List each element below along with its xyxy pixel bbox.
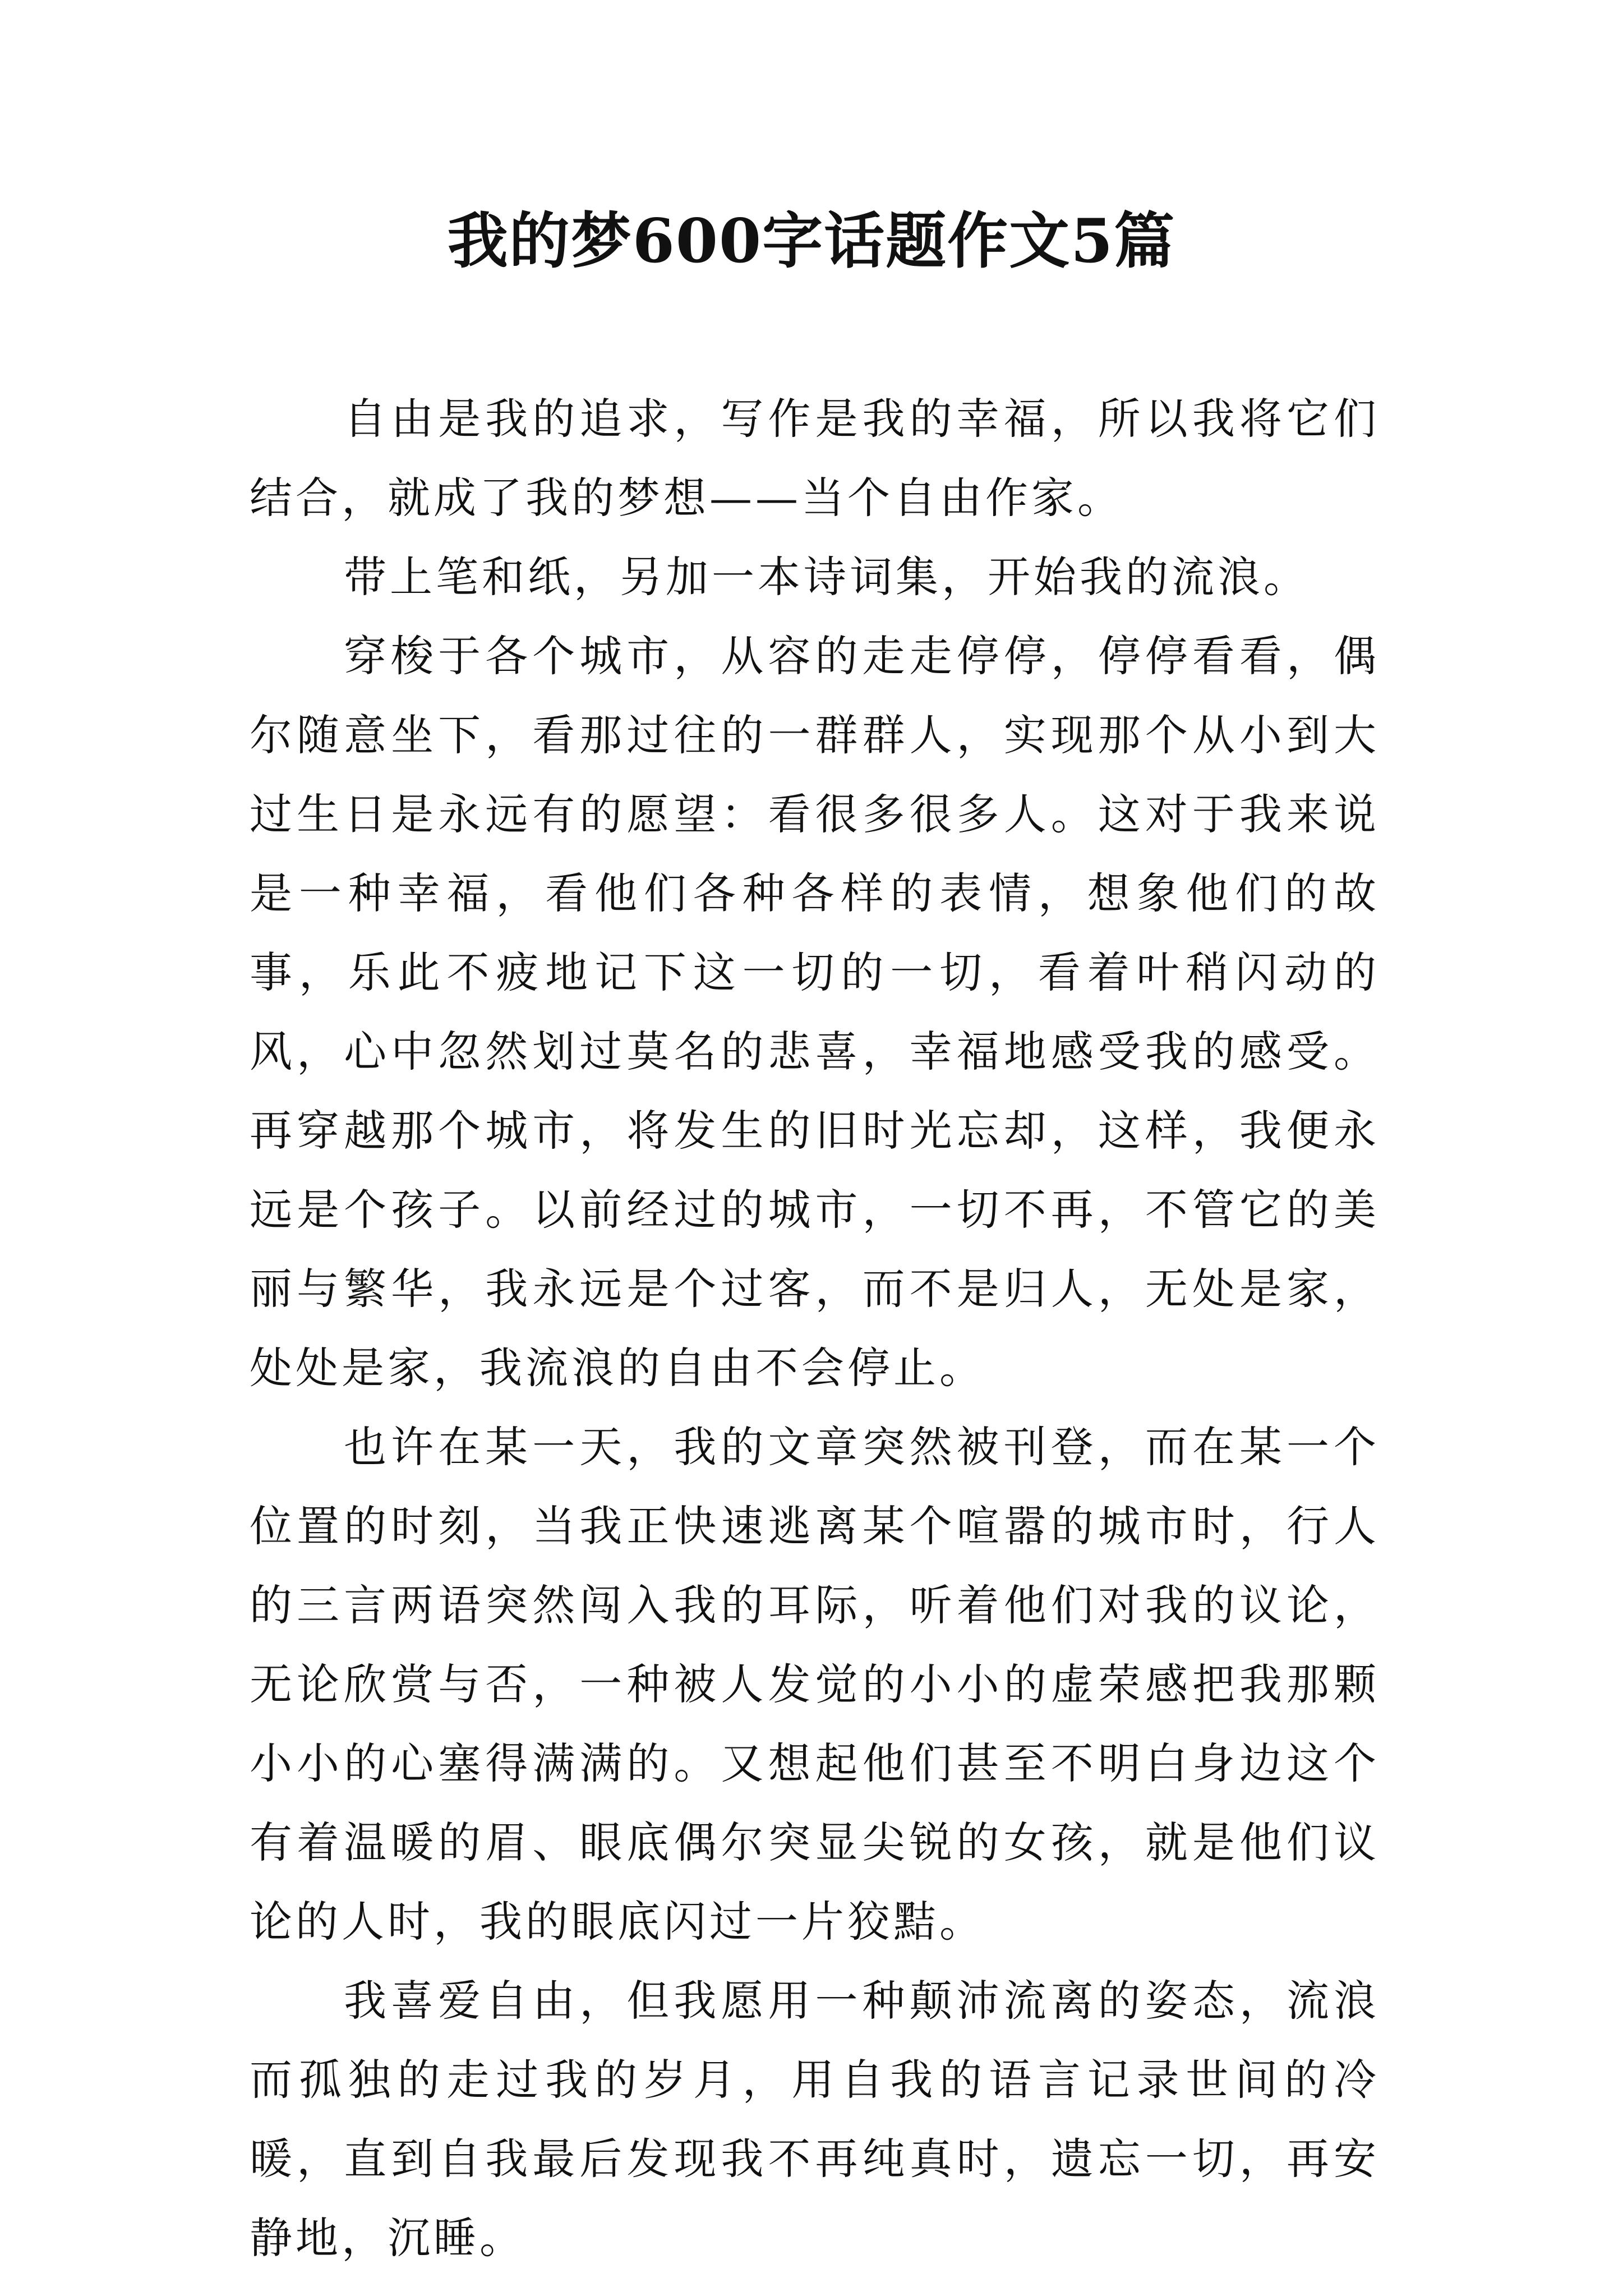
document-body [250,379,1380,2277]
paragraph: 也许在某一天，我的文章突然被刊登，而在某一个位置的时刻，当我正快速逃离某个喧嚣的城市时，行人的三言两语突然闯入我的耳际，听着他们对我的议论，无论欣赏与否，一种被人发觉的小小的虚荣感把我那颗小小的心塞得满满的。又想起他们甚至不明白身边这个有着温暖的眉、眼底偶尔突显尖锐的女孩，就是他们议论的人时，我的眼底闪过一片狡黠。 [250,1422,1380,1947]
paragraph: 我喜爱自由，但我愿用一种颠沛流离的姿态，流浪而孤独的走过我的岁月，用自我的语言记录世间的冷暖，直到自我最后发现我不再纯真时，遗忘一切，再安静地，沉睡。 [250,1976,1380,2263]
paragraph: 穿梭于各个城市，从容的走走停停，停停看看，偶尔随意坐下，看那过往的一群群人，实现那个从小到大过生日是永远有的愿望：看很多很多人。这对于我来说是一种幸福，看他们各种各样的表情，想象他们的故事，乐此不疲地记下这一切的一切，看着叶稍闪动的风，心中忽然划过莫名的悲喜，幸福地感受我的感受。再穿越那个城市，将发生的旧时光忘却，这样，我便永远是个孩子。以前经过的城市，一切不再，不管它的美丽与繁华，我永远是个过客，而不是归人，无处是家，处处是家，我流浪的自由不会停止。 [250,631,1380,1393]
paragraph: 自由是我的追求，写作是我的幸福，所以我将它们结合，就成了我的梦想——当个自由作家。 [250,394,1380,523]
document-title: 我的梦600字话题作文5篇 [447,206,1176,277]
paragraph: 带上笔和纸，另加一本诗词集，开始我的流浪。 [344,552,1310,602]
